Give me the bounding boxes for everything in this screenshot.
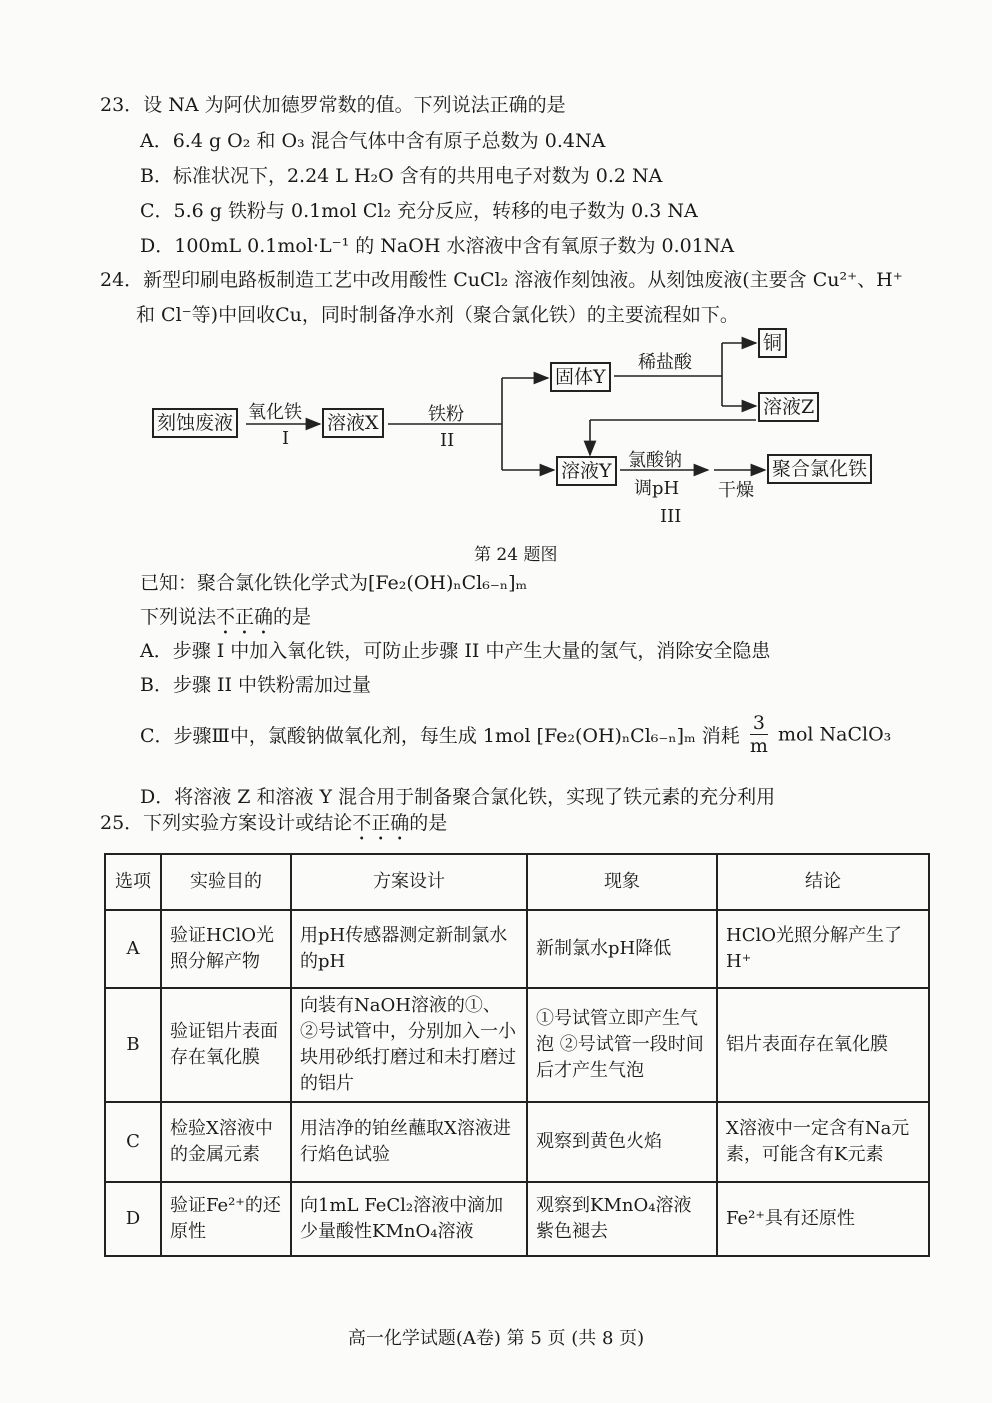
label-reagent1: 氧化铁 — [248, 402, 302, 423]
label-reagent2: 铁粉 — [428, 404, 464, 425]
q24-stem-line1: 24．新型印刷电路板制造工艺中改用酸性 CuCl₂ 溶液作刻蚀液。从刻蚀废液(主要含 Cu²⁺、H⁺ — [100, 269, 903, 291]
row-c-conclusion: X溶液中一定含有Na元素，可能含有K元素 — [717, 1102, 929, 1182]
q23-option-c: C．5.6 g 铁粉与 0.1mol Cl₂ 充分反应，转移的电子数为 0.3 NA — [140, 200, 698, 222]
q23-option-a: A．6.4 g O₂ 和 O₃ 混合气体中含有原子总数为 0.4NA — [140, 130, 606, 152]
table-row — [105, 1182, 929, 1256]
row-d-purpose: 验证Fe²⁺的还原性 — [161, 1182, 291, 1256]
row-b-design: 向装有NaOH溶液的①、②号试管中，分别加入一小块用砂纸打磨过和未打磨过的铝片 — [291, 988, 527, 1102]
q23-option-d: D．100mL 0.1mol·L⁻¹ 的 NaOH 水溶液中含有氧原子数为 0.01NA — [140, 235, 735, 257]
label-acid: 稀盐酸 — [638, 352, 692, 373]
table-row — [105, 1102, 929, 1182]
row-c-purpose: 检验X溶液中的金属元素 — [161, 1102, 291, 1182]
label-step2: II — [440, 430, 455, 451]
row-a-conclusion: HClO光照分解产生了H⁺ — [717, 910, 929, 988]
row-c-design: 用洁净的铂丝蘸取X溶液进行焰色试验 — [291, 1102, 527, 1182]
table-header-row — [105, 854, 929, 910]
row-a-purpose: 验证HClO光照分解产物 — [161, 910, 291, 988]
header-option: 选项 — [105, 854, 161, 910]
row-d-conclusion: Fe²⁺具有还原性 — [717, 1182, 929, 1256]
row-d-phenomenon: 观察到KMnO₄溶液紫色褪去 — [527, 1182, 717, 1256]
row-d-design: 向1mL FeCl₂溶液中滴加少量酸性KMnO₄溶液 — [291, 1182, 527, 1256]
label-dry: 干燥 — [718, 480, 754, 501]
label-reagent3a: 氯酸钠 — [628, 450, 682, 471]
q24-stem-line2: 和 Cl⁻等)中回收Cu，同时制备净水剂（聚合氯化铁）的主要流程如下。 — [136, 304, 739, 326]
row-c-option: C — [105, 1102, 161, 1182]
q25-stem: 25．下列实验方案设计或结论不正确的是 — [100, 812, 448, 834]
q23-option-b: B．标准状况下，2.24 L H₂O 含有的共用电子对数为 0.2 NA — [140, 165, 663, 187]
node-solid-y: 固体Y — [550, 362, 611, 392]
fraction-3-over-m: $\frac{3}{m}$ — [749, 712, 768, 757]
row-d-option: D — [105, 1182, 161, 1256]
q24-option-d: D．将溶液 Z 和溶液 Y 混合用于制备聚合氯化铁，实现了铁元素的充分利用 — [140, 786, 776, 808]
experiment-table — [104, 853, 930, 1257]
row-a-design: 用pH传感器测定新制氯水的pH — [291, 910, 527, 988]
header-design: 方案设计 — [291, 854, 527, 910]
table-row — [105, 910, 929, 988]
node-solution-y: 溶液Y — [556, 456, 617, 486]
label-step1: I — [282, 428, 290, 449]
q24-ask: 下列说法不正确的是 — [140, 606, 312, 628]
row-b-purpose: 验证铝片表面存在氧化膜 — [161, 988, 291, 1102]
q24-option-c: C．步骤Ⅲ中，氯酸钠做氧化剂，每生成 1mol [Fe₂(OH)ₙCl₆₋ₙ]ₘ 消耗 $\frac{3}{m}$ mol NaClO₃ — [140, 712, 892, 757]
header-phenomenon: 现象 — [527, 854, 717, 910]
row-b-conclusion: 铝片表面存在氧化膜 — [717, 988, 929, 1102]
header-purpose: 实验目的 — [161, 854, 291, 910]
row-b-phenomenon: ①号试管立即产生气泡 ②号试管一段时间后才产生气泡 — [527, 988, 717, 1102]
node-solution-x: 溶液X — [322, 408, 384, 438]
q24-known: 已知：聚合氯化铁化学式为[Fe₂(OH)ₙCl₆₋ₙ]ₘ — [140, 572, 528, 594]
node-solution-z: 溶液Z — [758, 392, 819, 422]
node-waste: 刻蚀废液 — [152, 408, 238, 438]
figure-caption: 第 24 题图 — [474, 545, 558, 565]
row-a-phenomenon: 新制氯水pH降低 — [527, 910, 717, 988]
row-c-phenomenon: 观察到黄色火焰 — [527, 1102, 717, 1182]
table-row — [105, 988, 929, 1102]
header-conclusion: 结论 — [717, 854, 929, 910]
page-footer: 高一化学试题(A卷) 第 5 页 (共 8 页) — [347, 1328, 645, 1349]
q24-option-b: B．步骤 II 中铁粉需加过量 — [140, 674, 372, 696]
label-step3: III — [660, 506, 682, 527]
q23-stem: 23．设 NA 为阿伏加德罗常数的值。下列说法正确的是 — [100, 94, 566, 116]
row-a-option: A — [105, 910, 161, 988]
row-b-option: B — [105, 988, 161, 1102]
node-copper: 铜 — [758, 328, 787, 358]
node-product: 聚合氯化铁 — [767, 454, 872, 484]
label-reagent3b: 调pH — [634, 478, 680, 499]
q24-option-a: A．步骤 I 中加入氧化铁，可防止步骤 II 中产生大量的氢气，消除安全隐患 — [140, 640, 771, 662]
